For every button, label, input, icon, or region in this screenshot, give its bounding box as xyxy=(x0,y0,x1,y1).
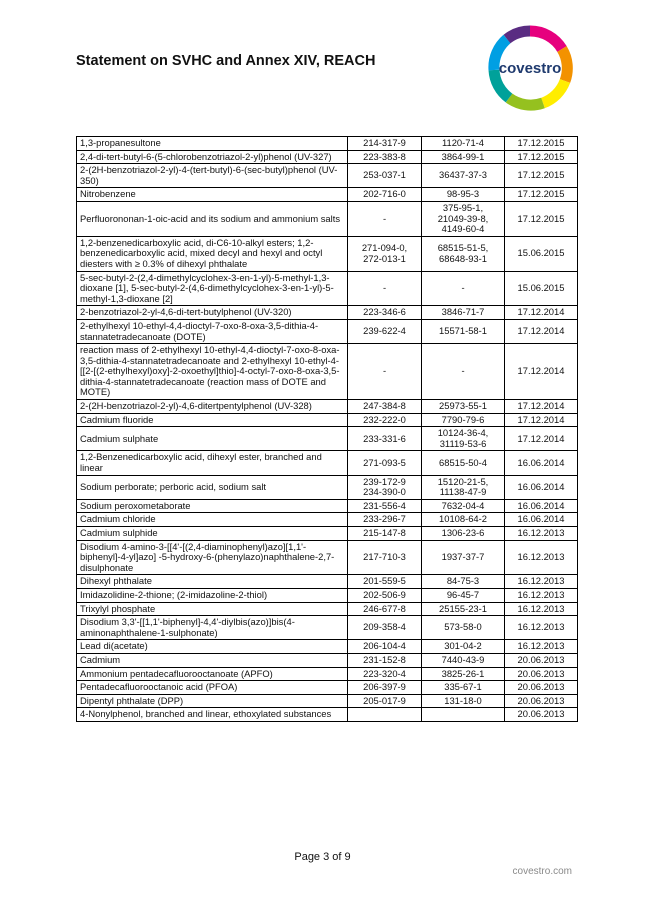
substance-cell: Sodium peroxometaborate xyxy=(77,499,348,513)
inclusion-date-cell: 17.12.2014 xyxy=(505,319,578,343)
inclusion-date-cell: 16.12.2013 xyxy=(505,588,578,602)
substance-cell: Dihexyl phthalate xyxy=(77,575,348,589)
substance-cell: Dipentyl phthalate (DPP) xyxy=(77,694,348,708)
inclusion-date-cell: 16.06.2014 xyxy=(505,451,578,475)
ec-number-cell: 223-383-8 xyxy=(348,150,422,164)
cas-number-cell: 3846-71-7 xyxy=(422,306,505,320)
table-row xyxy=(77,513,578,527)
substance-cell: 1,3-propanesultone xyxy=(77,137,348,151)
table-row xyxy=(77,588,578,602)
substance-cell: 1,2-benzenedicarboxylic acid, di-C6-10-alkyl esters; 1,2-benzenedicarboxylic acid, mixed decyl and hexyl and octyl diesters with ≥ 0.3% of dihexyl phthalate xyxy=(77,236,348,271)
cas-number-cell: 15120-21-5, 11138-47-9 xyxy=(422,475,505,499)
cas-number-cell: 1306-23-6 xyxy=(422,527,505,541)
table-row xyxy=(77,451,578,475)
ec-number-cell: 206-104-4 xyxy=(348,640,422,654)
substance-cell: Cadmium sulphate xyxy=(77,427,348,451)
cas-number-cell: 68515-51-5, 68648-93-1 xyxy=(422,236,505,271)
cas-number-cell: 15571-58-1 xyxy=(422,319,505,343)
inclusion-date-cell: 16.06.2014 xyxy=(505,475,578,499)
ec-number-cell: 271-093-5 xyxy=(348,451,422,475)
substance-cell: 5-sec-butyl-2-(2,4-dimethylcyclohex-3-en-1-yl)-5-methyl-1,3-dioxane [1], 5-sec-butyl-2-(4,6-dimethylcyclohex-3-en-1-yl)-5-methyl-1,3-dioxane [2] xyxy=(77,271,348,306)
inclusion-date-cell: 16.12.2013 xyxy=(505,527,578,541)
inclusion-date-cell: 17.12.2014 xyxy=(505,400,578,414)
table-row xyxy=(77,475,578,499)
ec-number-cell: 214-317-9 xyxy=(348,137,422,151)
table-row xyxy=(77,602,578,616)
inclusion-date-cell: 16.06.2014 xyxy=(505,499,578,513)
table-row xyxy=(77,271,578,306)
cas-number-cell: 25155-23-1 xyxy=(422,602,505,616)
inclusion-date-cell: 20.06.2013 xyxy=(505,653,578,667)
table-row xyxy=(77,640,578,654)
cas-number-cell xyxy=(422,708,505,722)
substance-cell: 2-(2H-benzotriazol-2-yl)-4,6-ditertpentylphenol (UV-328) xyxy=(77,400,348,414)
cas-number-cell: - xyxy=(422,271,505,306)
ec-number-cell: 205-017-9 xyxy=(348,694,422,708)
ec-number-cell: 209-358-4 xyxy=(348,616,422,640)
cas-number-cell: 96-45-7 xyxy=(422,588,505,602)
cas-number-cell: 7790-79-6 xyxy=(422,413,505,427)
substance-cell: 2-(2H-benzotriazol-2-yl)-4-(tert-butyl)-6-(sec-butyl)phenol (UV-350) xyxy=(77,164,348,188)
table-row xyxy=(77,667,578,681)
cas-number-cell: 10108-64-2 xyxy=(422,513,505,527)
cas-number-cell: 335-67-1 xyxy=(422,681,505,695)
table-row xyxy=(77,527,578,541)
ec-number-cell: 239-172-9 234-390-0 xyxy=(348,475,422,499)
cas-number-cell: 301-04-2 xyxy=(422,640,505,654)
inclusion-date-cell: 20.06.2013 xyxy=(505,694,578,708)
substance-cell: Sodium perborate; perboric acid, sodium salt xyxy=(77,475,348,499)
ec-number-cell: 247-384-8 xyxy=(348,400,422,414)
cas-number-cell: 375-95-1, 21049-39-8, 4149-60-4 xyxy=(422,201,505,236)
inclusion-date-cell: 16.12.2013 xyxy=(505,540,578,575)
table-row xyxy=(77,319,578,343)
inclusion-date-cell: 20.06.2013 xyxy=(505,708,578,722)
table-row xyxy=(77,400,578,414)
substance-cell: Cadmium sulphide xyxy=(77,527,348,541)
inclusion-date-cell: 17.12.2014 xyxy=(505,413,578,427)
substance-cell: Lead di(acetate) xyxy=(77,640,348,654)
substance-cell: 2-ethylhexyl 10-ethyl-4,4-dioctyl-7-oxo-8-oxa-3,5-dithia-4-stannatetradecanoate (DOTE) xyxy=(77,319,348,343)
cas-number-cell: 573-58-0 xyxy=(422,616,505,640)
ec-number-cell: 217-710-3 xyxy=(348,540,422,575)
inclusion-date-cell: 16.12.2013 xyxy=(505,575,578,589)
table-row xyxy=(77,164,578,188)
table-row xyxy=(77,306,578,320)
table-row xyxy=(77,681,578,695)
ec-number-cell: 231-556-4 xyxy=(348,499,422,513)
inclusion-date-cell: 16.12.2013 xyxy=(505,602,578,616)
cas-number-cell: 84-75-3 xyxy=(422,575,505,589)
ec-number-cell: 201-559-5 xyxy=(348,575,422,589)
inclusion-date-cell: 20.06.2013 xyxy=(505,667,578,681)
cas-number-cell: 131-18-0 xyxy=(422,694,505,708)
cas-number-cell: 1937-37-7 xyxy=(422,540,505,575)
ec-number-cell: - xyxy=(348,344,422,400)
ec-number-cell: 271-094-0, 272-013-1 xyxy=(348,236,422,271)
cas-number-cell: 3864-99-1 xyxy=(422,150,505,164)
cas-number-cell: - xyxy=(422,344,505,400)
table-row xyxy=(77,616,578,640)
cas-number-cell: 10124-36-4, 31119-53-6 xyxy=(422,427,505,451)
ec-number-cell: 223-346-6 xyxy=(348,306,422,320)
logo-text: covestro xyxy=(498,60,562,77)
ec-number-cell: 233-331-6 xyxy=(348,427,422,451)
substance-cell: reaction mass of 2-ethylhexyl 10-ethyl-4,4-dioctyl-7-oxo-8-oxa-3,5-dithia-4-stannatetradecanoate and 2-ethylhexyl 10-ethyl-4-[[2-[(2-ethylhexyl)oxy]-2-oxoethyl]thio]-4-octyl-7-oxo-8-oxa-3,5-dithia-4-stannatetradecanoate (reaction mass of DOTE and MOTE) xyxy=(77,344,348,400)
cas-number-cell: 25973-55-1 xyxy=(422,400,505,414)
substance-cell: Nitrobenzene xyxy=(77,188,348,202)
inclusion-date-cell: 17.12.2014 xyxy=(505,306,578,320)
ec-number-cell: 215-147-8 xyxy=(348,527,422,541)
substance-cell: Cadmium xyxy=(77,653,348,667)
table-row xyxy=(77,708,578,722)
table-row xyxy=(77,653,578,667)
table-row xyxy=(77,694,578,708)
cas-number-cell: 68515-50-4 xyxy=(422,451,505,475)
substance-cell: 4-Nonylphenol, branched and linear, ethoxylated substances xyxy=(77,708,348,722)
table-row xyxy=(77,150,578,164)
cas-number-cell: 36437-37-3 xyxy=(422,164,505,188)
inclusion-date-cell: 15.06.2015 xyxy=(505,271,578,306)
cas-number-cell: 98-95-3 xyxy=(422,188,505,202)
inclusion-date-cell: 16.12.2013 xyxy=(505,616,578,640)
ec-number-cell: 202-716-0 xyxy=(348,188,422,202)
substance-cell: 2,4-di-tert-butyl-6-(5-chlorobenzotriazol-2-yl)phenol (UV-327) xyxy=(77,150,348,164)
inclusion-date-cell: 16.06.2014 xyxy=(505,513,578,527)
inclusion-date-cell: 17.12.2015 xyxy=(505,164,578,188)
ec-number-cell: 239-622-4 xyxy=(348,319,422,343)
table-row xyxy=(77,575,578,589)
substance-cell: Ammonium pentadecafluorooctanoate (APFO) xyxy=(77,667,348,681)
substance-cell: Imidazolidine-2-thione; (2-imidazoline-2-thiol) xyxy=(77,588,348,602)
page-number: Page 3 of 9 xyxy=(294,851,351,863)
substance-cell: Disodium 4-amino-3-[[4'-[(2,4-diaminophenyl)azo][1,1'-biphenyl]-4-yl]azo] -5-hydroxy-6-(phenylazo)naphthalene-2,7-disulphonate xyxy=(77,540,348,575)
ec-number-cell: 253-037-1 xyxy=(348,164,422,188)
inclusion-date-cell: 17.12.2014 xyxy=(505,344,578,400)
inclusion-date-cell: 17.12.2015 xyxy=(505,150,578,164)
cas-number-cell: 7440-43-9 xyxy=(422,653,505,667)
table-row xyxy=(77,344,578,400)
ec-number-cell: - xyxy=(348,271,422,306)
ec-number-cell xyxy=(348,708,422,722)
table-row xyxy=(77,236,578,271)
inclusion-date-cell: 20.06.2013 xyxy=(505,681,578,695)
inclusion-date-cell: 17.12.2015 xyxy=(505,137,578,151)
substance-cell: Disodium 3,3'-[[1,1'-biphenyl]-4,4'-diylbis(azo)]bis(4-aminonaphthalene-1-sulphonate) xyxy=(77,616,348,640)
table-row xyxy=(77,413,578,427)
svhc-table-container xyxy=(76,136,577,722)
inclusion-date-cell: 17.12.2015 xyxy=(505,188,578,202)
substance-cell: Perfluorononan-1-oic-acid and its sodium and ammonium salts xyxy=(77,201,348,236)
ec-number-cell: 233-296-7 xyxy=(348,513,422,527)
cas-number-cell: 7632-04-4 xyxy=(422,499,505,513)
svhc-table xyxy=(76,136,578,722)
table-row xyxy=(77,540,578,575)
ec-number-cell: 206-397-9 xyxy=(348,681,422,695)
table-row xyxy=(77,137,578,151)
table-row xyxy=(77,499,578,513)
document-title: Statement on SVHC and Annex XIV, REACH xyxy=(76,53,376,69)
ec-number-cell: - xyxy=(348,201,422,236)
svhc-table-body xyxy=(77,137,578,722)
substance-cell: Cadmium chloride xyxy=(77,513,348,527)
footer-website: covestro.com xyxy=(512,866,572,877)
ec-number-cell: 202-506-9 xyxy=(348,588,422,602)
substance-cell: Trixylyl phosphate xyxy=(77,602,348,616)
inclusion-date-cell: 16.12.2013 xyxy=(505,640,578,654)
ec-number-cell: 232-222-0 xyxy=(348,413,422,427)
substance-cell: 2-benzotriazol-2-yl-4,6-di-tert-butylphenol (UV-320) xyxy=(77,306,348,320)
table-row xyxy=(77,201,578,236)
table-row xyxy=(77,188,578,202)
inclusion-date-cell: 15.06.2015 xyxy=(505,236,578,271)
substance-cell: 1,2-Benzenedicarboxylic acid, dihexyl ester, branched and linear xyxy=(77,451,348,475)
cas-number-cell: 1120-71-4 xyxy=(422,137,505,151)
table-row xyxy=(77,427,578,451)
ec-number-cell: 223-320-4 xyxy=(348,667,422,681)
covestro-logo xyxy=(487,25,573,111)
substance-cell: Pentadecafluorooctanoic acid (PFOA) xyxy=(77,681,348,695)
inclusion-date-cell: 17.12.2015 xyxy=(505,201,578,236)
inclusion-date-cell: 17.12.2014 xyxy=(505,427,578,451)
ec-number-cell: 246-677-8 xyxy=(348,602,422,616)
cas-number-cell: 3825-26-1 xyxy=(422,667,505,681)
logo-ring-icon xyxy=(487,25,573,111)
ec-number-cell: 231-152-8 xyxy=(348,653,422,667)
substance-cell: Cadmium fluoride xyxy=(77,413,348,427)
